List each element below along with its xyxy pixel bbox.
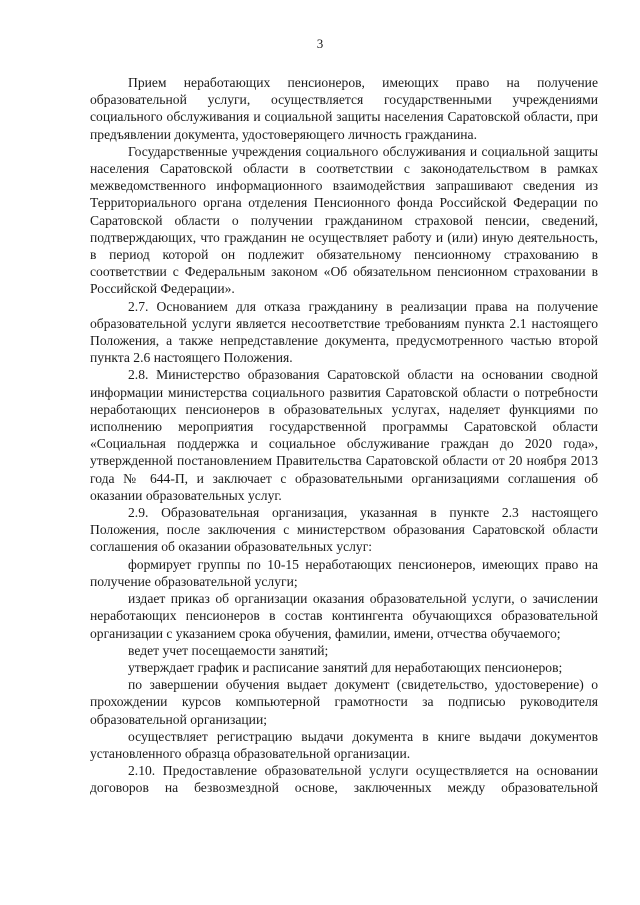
- paragraph-certificate: по завершении обучения выдает документ (свидетельство, удостоверение) о прохождении курсов компьютерной грамотности за подписью руководителя образовательной организации;: [90, 677, 598, 727]
- paragraph-2-8-ministry: 2.8. Министерство образования Саратовской области на основании сводной информации министерства социального развития Саратовской области о потребности неработающих пенсионеров в образовательных услугах, наделяет функциями по исполнению мероприятия государственной программы Саратовской области «Социальная поддержка и социальное обслуживание граждан до 2020 года», утвержденной постановлением Правительства Саратовской области от 20 ноября 2013 года № 644-П, и заключает с образовательными организациями соглашения об оказании образовательных услуг.: [90, 367, 598, 503]
- paragraph-2-7-refusal: 2.7. Основанием для отказа гражданину в реализации права на получение образовательной услуги является несоответствие требованиям пункта 2.1 настоящего Положения, а также непредставление документа, предусмотренного частью второй пункта 2.6 настоящего Положения.: [90, 298, 598, 366]
- paragraph-forms-groups: формирует группы по 10-15 неработающих пенсионеров, имеющих право на получение образовательной услуги;: [90, 556, 598, 589]
- paragraph-issues-order: издает приказ об организации оказания образовательной услуги, о зачислении неработающих пенсионеров в состав контингента обучающихся образовательной организации с указанием срока обучения, фамилии, имени, отчества обучаемого;: [90, 591, 598, 641]
- paragraph-attendance: ведет учет посещаемости занятий;: [128, 642, 329, 658]
- paragraph-2-9-organization: 2.9. Образовательная организация, указанная в пункте 2.3 настоящего Положения, после заключения с министерством образования Саратовской области соглашения об оказании образовательных услуг:: [90, 505, 598, 555]
- paragraph-schedule: утверждает график и расписание занятий для неработающих пенсионеров;: [128, 659, 563, 675]
- paragraph-registration: осуществляет регистрацию выдачи документа в книге выдачи документов установленного образца образовательной организации.: [90, 728, 598, 761]
- paragraph-admission: Прием неработающих пенсионеров, имеющих право на получение образовательной услуги, осуществляется государственными учреждениями социального обслуживания и социальной защиты населения Саратовской области, при предъявлении документа, удостоверяющего личность гражданина.: [90, 75, 598, 142]
- paragraph-interagency-request: Государственные учреждения социального обслуживания и социальной защиты населения Саратовской области в соответствии с законодательством в рамках межведомственного информационного взаимодействия запрашивают сведения из Территориального органа отделения Пенсионного фонда Российской Федерации по Саратовской области о получении гражданином страховой пенсии, сведений, подтверждающих, что гражданин не осуществляет работу и (или) иную деятельность, в период которой он подлежит обязательному пенсионному страхованию в соответствии с Федеральным законом «Об обязательном пенсионном страховании в Российской Федерации».: [90, 143, 598, 297]
- page-number: 3: [316, 36, 324, 51]
- paragraph-2-10-provision: 2.10. Предоставление образовательной услуги осуществляется на основании договоров на безвозмездной основе, заключенных между образовательной: [90, 763, 598, 796]
- document-body: [90, 74, 598, 797]
